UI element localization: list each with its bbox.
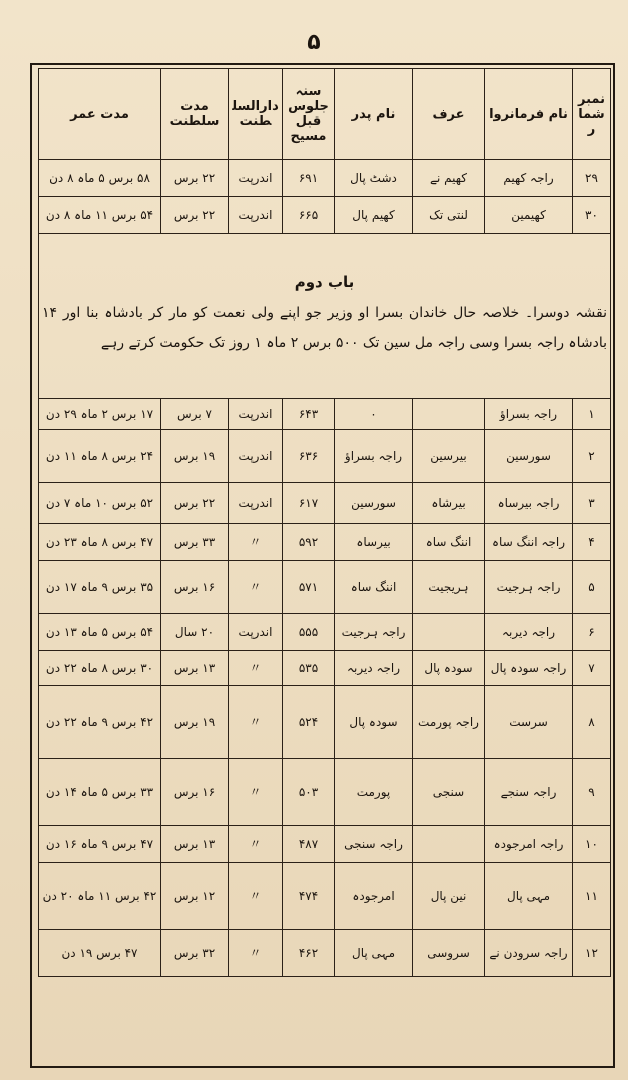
header-title: عرف (413, 69, 485, 160)
table-row (39, 863, 611, 930)
table-row (39, 197, 611, 234)
cell-father: سورسین (335, 483, 413, 524)
cell-serial: ۲۹ (573, 160, 611, 197)
cell-capital: 〃 (229, 826, 283, 863)
cell-father: کھیم پال (335, 197, 413, 234)
cell-ruler: کھیمین (485, 197, 573, 234)
cell-age: ۵۲ برس ۱۰ ماہ ۷ دن (39, 483, 161, 524)
table-row (39, 759, 611, 826)
cell-title: سروسی (413, 930, 485, 977)
cell-ruler: راجہ اننگ ساہ (485, 524, 573, 561)
cell-capital: اندرپت (229, 430, 283, 483)
cell-serial: ۳۰ (573, 197, 611, 234)
cell-age: ۳۵ برس ۹ ماہ ۱۷ دن (39, 561, 161, 614)
cell-year: ۵۷۱ (283, 561, 335, 614)
cell-father: راجہ دیربہ (335, 651, 413, 686)
cell-father: مہی پال (335, 930, 413, 977)
table-row (39, 430, 611, 483)
table-row (39, 930, 611, 977)
cell-reign: ۳۲ برس (161, 930, 229, 977)
cell-age: ۵۴ برس ۱۱ ماہ ۸ دن (39, 197, 161, 234)
cell-reign: ۲۲ برس (161, 197, 229, 234)
cell-age: ۳۳ برس ۵ ماہ ۱۴ دن (39, 759, 161, 826)
cell-title: راجہ پورمت (413, 686, 485, 759)
cell-year: ۴۸۷ (283, 826, 335, 863)
cell-ruler: راجہ دیربہ (485, 614, 573, 651)
cell-ruler: راجہ سرودن نے (485, 930, 573, 977)
header-ruler: نام فرمانروا (485, 69, 573, 160)
cell-reign: ۱۳ برس (161, 826, 229, 863)
cell-reign: ۲۲ برس (161, 160, 229, 197)
cell-ruler: راجہ بیرساہ (485, 483, 573, 524)
cell-title: اننگ ساہ (413, 524, 485, 561)
table-row (39, 483, 611, 524)
cell-age: ۴۷ برس ۹ ماہ ۱۶ دن (39, 826, 161, 863)
table-row (39, 686, 611, 759)
cell-ruler: راجہ ہرجیت (485, 561, 573, 614)
cell-title (413, 614, 485, 651)
cell-ruler: راجہ سودہ پال (485, 651, 573, 686)
cell-year: ۵۹۲ (283, 524, 335, 561)
header-capital: دارالسلطنت (229, 69, 283, 160)
table-row (39, 826, 611, 863)
cell-capital: 〃 (229, 759, 283, 826)
table-row (39, 651, 611, 686)
cell-capital: 〃 (229, 686, 283, 759)
cell-serial: ۹ (573, 759, 611, 826)
chapter-title: باب دوم (294, 272, 355, 291)
cell-year: ۶۳۶ (283, 430, 335, 483)
cell-ruler: راجہ سنجے (485, 759, 573, 826)
cell-father: سودہ پال (335, 686, 413, 759)
cell-father: پورمت (335, 759, 413, 826)
cell-ruler: راجہ امرجودہ (485, 826, 573, 863)
cell-serial: ۳ (573, 483, 611, 524)
cell-capital: اندرپت (229, 399, 283, 430)
cell-title (413, 399, 485, 430)
cell-reign: ۱۹ برس (161, 430, 229, 483)
cell-reign: ۱۳ برس (161, 651, 229, 686)
cell-reign: ۲۰ سال (161, 614, 229, 651)
cell-year: ۶۱۷ (283, 483, 335, 524)
table-row (39, 160, 611, 197)
cell-age: ۴۷ برس ۱۹ دن (39, 930, 161, 977)
header-age: مدت عمر (39, 69, 161, 160)
cell-title: بیرشاہ (413, 483, 485, 524)
cell-capital: 〃 (229, 561, 283, 614)
cell-title: سنجی (413, 759, 485, 826)
cell-age: ۲۴ برس ۸ ماہ ۱۱ دن (39, 430, 161, 483)
cell-title: ہریجیت (413, 561, 485, 614)
chapter-row (39, 234, 611, 399)
cell-year: ۴۷۴ (283, 863, 335, 930)
cell-reign: ۱۶ برس (161, 561, 229, 614)
cell-father: اننگ ساہ (335, 561, 413, 614)
cell-father: دشٹ پال (335, 160, 413, 197)
cell-serial: ۵ (573, 561, 611, 614)
cell-capital: اندرپت (229, 160, 283, 197)
cell-reign: ۲۲ برس (161, 483, 229, 524)
header-reign: مدت سلطنت (161, 69, 229, 160)
cell-year: ۵۲۴ (283, 686, 335, 759)
chapter-text: نقشہ دوسرا۔ خلاصہ حال خاندان بسرا او وزیر جو اپنے ولی نعمت کو مار کر بادشاہ بنا اور ۱۴ بادشاہ راجہ بسرا وسی راجہ مل سین تک ۵۰۰ برس ۲ ماہ ۱ روز تک حکومت کرتے رہے (42, 304, 607, 351)
cell-serial: ۶ (573, 614, 611, 651)
chapter-cell (39, 234, 611, 399)
cell-year: ۵۰۳ (283, 759, 335, 826)
cell-ruler: سرست (485, 686, 573, 759)
cell-capital: 〃 (229, 524, 283, 561)
cell-father: راجہ سنجی (335, 826, 413, 863)
cell-year: ۴۶۲ (283, 930, 335, 977)
page-number: ۵ (307, 30, 321, 55)
cell-reign: ۱۲ برس (161, 863, 229, 930)
cell-reign: ۱۶ برس (161, 759, 229, 826)
table-row (39, 614, 611, 651)
cell-ruler: راجہ بسراؤ (485, 399, 573, 430)
cell-title: نین پال (413, 863, 485, 930)
cell-serial: ۲ (573, 430, 611, 483)
cell-father: امرجودہ (335, 863, 413, 930)
cell-capital: اندرپت (229, 483, 283, 524)
table-row (39, 524, 611, 561)
header-year: سنہ جلوس قبل مسیح (283, 69, 335, 160)
cell-year: ۵۵۵ (283, 614, 335, 651)
header-serial: نمبرشمار (573, 69, 611, 160)
cell-capital: اندرپت (229, 197, 283, 234)
cell-serial: ۱۲ (573, 930, 611, 977)
cell-title: بیرسین (413, 430, 485, 483)
cell-age: ۳۰ برس ۸ ماہ ۲۲ دن (39, 651, 161, 686)
table-row (39, 561, 611, 614)
cell-reign: ۳۳ برس (161, 524, 229, 561)
cell-reign: ۷ برس (161, 399, 229, 430)
cell-title: لنتی تک (413, 197, 485, 234)
cell-year: ۵۳۵ (283, 651, 335, 686)
cell-serial: ۱ (573, 399, 611, 430)
cell-serial: ۱۱ (573, 863, 611, 930)
header-father: نام پدر (335, 69, 413, 160)
header-row (39, 69, 611, 160)
cell-father: ۰ (335, 399, 413, 430)
cell-age: ۴۲ برس ۱۱ ماہ ۲۰ دن (39, 863, 161, 930)
cell-title: کھیم نے (413, 160, 485, 197)
cell-ruler: مہی پال (485, 863, 573, 930)
cell-capital: 〃 (229, 930, 283, 977)
cell-title: سودہ پال (413, 651, 485, 686)
cell-year: ۶۹۱ (283, 160, 335, 197)
cell-father: بیرساہ (335, 524, 413, 561)
rulers-table (38, 68, 611, 977)
cell-capital: 〃 (229, 651, 283, 686)
cell-serial: ۸ (573, 686, 611, 759)
cell-age: ۵۴ برس ۵ ماہ ۱۳ دن (39, 614, 161, 651)
cell-father: راجہ ہرجیت (335, 614, 413, 651)
cell-age: ۵۸ برس ۵ ماہ ۸ دن (39, 160, 161, 197)
cell-serial: ۱۰ (573, 826, 611, 863)
cell-capital: اندرپت (229, 614, 283, 651)
rulers-rows (39, 399, 611, 977)
cell-age: ۴۲ برس ۹ ماہ ۲۲ دن (39, 686, 161, 759)
cell-year: ۶۴۳ (283, 399, 335, 430)
cell-ruler: سورسین (485, 430, 573, 483)
cell-father: راجہ بسراؤ (335, 430, 413, 483)
cell-serial: ۷ (573, 651, 611, 686)
cell-reign: ۱۹ برس (161, 686, 229, 759)
cell-age: ۱۷ برس ۲ ماہ ۲۹ دن (39, 399, 161, 430)
table-row (39, 399, 611, 430)
cell-age: ۴۷ برس ۸ ماہ ۲۳ دن (39, 524, 161, 561)
cell-year: ۶۶۵ (283, 197, 335, 234)
cell-ruler: راجہ کھیم (485, 160, 573, 197)
cell-capital: 〃 (229, 863, 283, 930)
cell-serial: ۴ (573, 524, 611, 561)
cell-title (413, 826, 485, 863)
